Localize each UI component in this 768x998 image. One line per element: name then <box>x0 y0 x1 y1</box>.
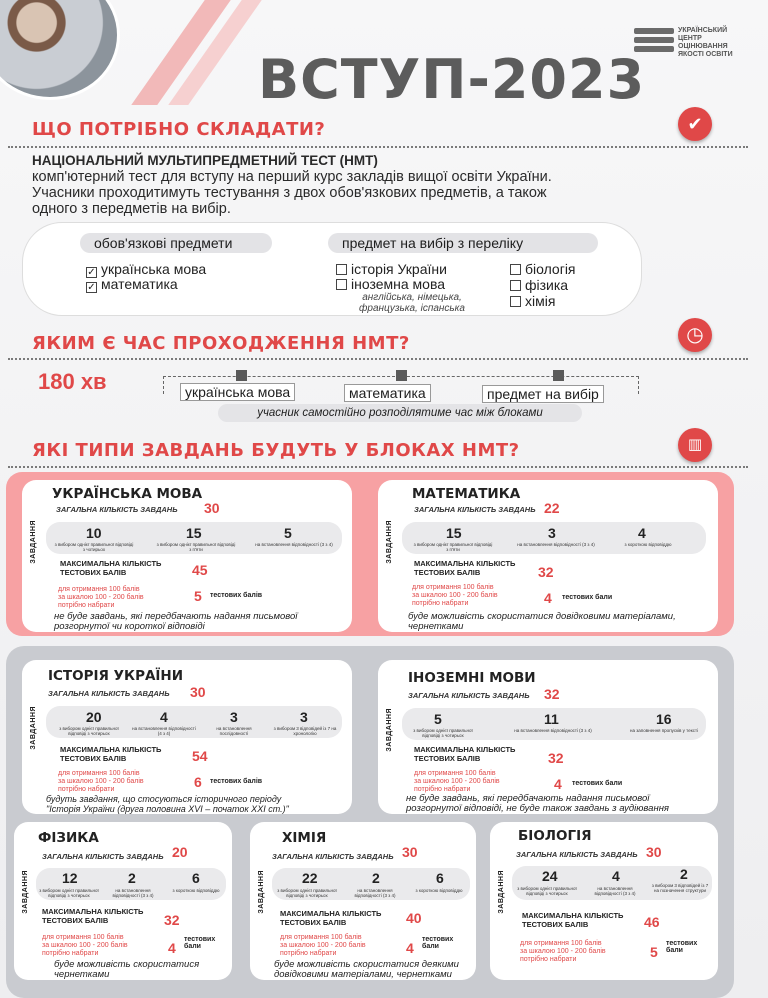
task-type: на заповнення пропусків у тексті <box>629 728 699 733</box>
section-heading-time: ЯКИМ Є ЧАС ПРОХОДЖЕННЯ НМТ? <box>32 333 410 354</box>
checked-box-icon: ✓ <box>87 282 96 293</box>
task-type: з вибором однієї правильної відповіді з чотирьох <box>517 886 577 896</box>
need-value: 6 <box>194 774 202 790</box>
task-type: з короткою відповіддю <box>172 888 220 893</box>
mandatory-subject: ✓ математика <box>87 276 178 293</box>
tasks-vertical-label: ЗАВДАННЯ <box>498 870 505 914</box>
card-title: ХІМІЯ <box>282 830 327 846</box>
card-foreign-languages <box>378 660 718 814</box>
divider <box>8 146 748 148</box>
total-value: 30 <box>402 844 418 860</box>
total-label: ЗАГАЛЬНА КІЛЬКІСТЬ ЗАВДАНЬ <box>414 505 536 514</box>
total-value: 20 <box>172 844 188 860</box>
task-count: 12 <box>62 870 78 886</box>
total-value: 30 <box>204 500 220 516</box>
task-type: на встановлення відповідності (3 з 4) <box>514 728 592 733</box>
tasks-vertical-label: ЗАВДАННЯ <box>30 706 37 750</box>
chart-icon: ▥ <box>678 428 712 462</box>
max-value: 46 <box>644 914 660 930</box>
page-title: ВСТУП-2023 <box>258 48 646 111</box>
task-count: 2 <box>128 870 136 886</box>
task-type: на встановлення відповідності (3 з 4) <box>112 888 154 898</box>
task-type: на встановлення відповідності (3 з 4) <box>517 542 595 547</box>
checkbox-icon <box>336 279 347 290</box>
card-math <box>378 480 718 632</box>
total-label: ЗАГАЛЬНА КІЛЬКІСТЬ ЗАВДАНЬ <box>56 505 178 514</box>
task-type: на встановлення відповідності (3 з 4) <box>354 888 396 898</box>
task-count: 5 <box>284 525 292 541</box>
task-types-row <box>402 708 706 740</box>
divider <box>8 466 748 468</box>
task-count: 11 <box>544 711 559 727</box>
card-note: буде можливість скористатися деякими довідковими матеріалами, чернетками <box>274 959 459 980</box>
task-count: 24 <box>542 868 558 884</box>
checked-box-icon: ✓ <box>87 267 96 278</box>
task-count: 15 <box>446 525 462 541</box>
task-type: на встановлення відповідності (4 з 4) <box>132 726 196 736</box>
checkmark-icon: ✔ <box>678 107 712 141</box>
choice-subject: історія України <box>336 261 447 277</box>
section-heading-tasks: ЯКІ ТИПИ ЗАВДАНЬ БУДУТЬ У БЛОКАХ НМТ? <box>32 440 520 461</box>
max-value: 32 <box>164 912 180 928</box>
choice-subject: біологія <box>510 261 576 277</box>
task-count: 3 <box>548 525 556 541</box>
choice-subject: хімія <box>510 293 555 309</box>
task-count: 3 <box>300 709 308 725</box>
time-block: українська мова <box>180 383 295 401</box>
time-note: учасник самостійно розподілятиме час між блоками <box>218 404 582 422</box>
task-count: 2 <box>680 866 688 882</box>
card-title: ІСТОРІЯ УКРАЇНИ <box>48 668 184 684</box>
tasks-vertical-label: ЗАВДАННЯ <box>386 520 393 564</box>
foreign-languages-note: англійська, німецька, французька, іспанська <box>359 292 465 314</box>
task-type: з вибором однієї правильної відповіді з п'яти <box>156 542 236 552</box>
task-count: 15 <box>186 525 202 541</box>
task-types-row <box>512 866 712 900</box>
total-label: ЗАГАЛЬНА КІЛЬКІСТЬ ЗАВДАНЬ <box>408 691 530 700</box>
task-types-row <box>46 706 342 738</box>
need-value: 4 <box>544 590 552 606</box>
nmt-description-line: одного з передметів на вибір. <box>32 201 231 217</box>
card-title: ФІЗИКА <box>38 830 99 846</box>
max-label: МАКСИМАЛЬНА КІЛЬКІСТЬ ТЕСТОВИХ БАЛІВ <box>60 745 162 763</box>
time-block: математика <box>344 384 431 402</box>
nmt-description-line: комп'ютерний тест для вступу на перший курс закладів вищої освіти України. <box>32 169 552 185</box>
total-value: 22 <box>544 500 560 516</box>
tasks-vertical-label: ЗАВДАННЯ <box>258 870 265 914</box>
nmt-description-line: Учасники проходитимуть тестування з двох обов'язкових предметів, а також <box>32 185 547 201</box>
max-value: 32 <box>548 750 564 766</box>
task-type: з короткою відповіддю <box>624 542 672 547</box>
card-ukrainian <box>22 480 352 632</box>
task-type: з вибором однієї правильної відповіді з чотирьох <box>413 728 473 738</box>
need-value: 4 <box>406 940 414 956</box>
timeline-marker <box>396 370 407 381</box>
max-label: МАКСИМАЛЬНА КІЛЬКІСТЬ ТЕСТОВИХ БАЛІВ <box>280 909 382 927</box>
task-count: 4 <box>612 868 620 884</box>
points-label: тестових бали <box>562 594 613 601</box>
total-label: ЗАГАЛЬНА КІЛЬКІСТЬ ЗАВДАНЬ <box>516 850 638 859</box>
checkbox-icon <box>336 264 347 275</box>
points-label: тестових бали <box>422 936 454 950</box>
task-type: з вибором однієї правильної відповіді з чотирьох <box>54 542 134 552</box>
task-count: 6 <box>192 870 200 886</box>
points-label: тестових балів <box>210 778 263 785</box>
timeline-marker <box>236 370 247 381</box>
card-note: будуть завдання, що стосуються історичного періоду "Історія України (друга половина XVI – початок XXI ст.)" <box>46 794 289 814</box>
points-label: тестових бали <box>572 780 623 787</box>
max-label: МАКСИМАЛЬНА КІЛЬКІСТЬ ТЕСТОВИХ БАЛІВ <box>522 911 624 929</box>
card-title: БІОЛОГІЯ <box>518 828 592 844</box>
need-label: для отримання 100 балів за шкалою 100 - 200 балів потрібно набрати <box>280 934 366 957</box>
task-count: 6 <box>436 870 444 886</box>
choice-subject: фізика <box>510 277 568 293</box>
max-value: 40 <box>406 910 422 926</box>
need-value: 4 <box>554 776 562 792</box>
card-biology <box>490 822 718 980</box>
task-count: 4 <box>638 525 646 541</box>
time-block: предмет на вибір <box>482 385 604 403</box>
task-type: з вибором однієї правильної відповіді з п'яти <box>413 542 493 552</box>
choice-subject: іноземна мова <box>336 276 445 292</box>
task-count: 2 <box>372 870 380 886</box>
total-label: ЗАГАЛЬНА КІЛЬКІСТЬ ЗАВДАНЬ <box>42 852 164 861</box>
card-chemistry <box>250 822 476 980</box>
max-label: МАКСИМАЛЬНА КІЛЬКІСТЬ ТЕСТОВИХ БАЛІВ <box>414 745 516 763</box>
tasks-vertical-label: ЗАВДАННЯ <box>22 870 29 914</box>
task-type: на встановлення відповідності (3 з 4) <box>594 886 636 896</box>
max-label: МАКСИМАЛЬНА КІЛЬКІСТЬ ТЕСТОВИХ БАЛІВ <box>60 559 162 577</box>
task-count: 5 <box>434 711 442 727</box>
students-photo <box>0 0 120 100</box>
checkbox-icon <box>510 264 521 275</box>
card-history <box>22 660 352 814</box>
total-label: ЗАГАЛЬНА КІЛЬКІСТЬ ЗАВДАНЬ <box>48 689 170 698</box>
divider <box>8 358 748 360</box>
points-label: тестових бали <box>666 940 698 954</box>
need-label: для отримання 100 балів за шкалою 100 - 200 балів потрібно набрати <box>58 586 144 609</box>
mandatory-subject: ✓ українська мова <box>87 261 207 278</box>
timeline-marker <box>553 370 564 381</box>
total-value: 30 <box>190 684 206 700</box>
need-label: для отримання 100 балів за шкалою 100 - 200 балів потрібно набрати <box>412 584 498 607</box>
section-heading-what: ЩО ПОТРІБНО СКЛАДАТИ? <box>32 119 326 140</box>
max-value: 32 <box>538 564 554 580</box>
card-title: ІНОЗЕМНІ МОВИ <box>408 670 536 686</box>
tasks-vertical-label: ЗАВДАННЯ <box>386 708 393 752</box>
nmt-subtitle: НАЦІОНАЛЬНИЙ МУЛЬТИПРЕДМЕТНИЙ ТЕСТ (НМТ) <box>32 153 378 168</box>
task-count: 22 <box>302 870 318 886</box>
tasks-vertical-label: ЗАВДАННЯ <box>30 520 37 564</box>
task-types-row <box>36 868 226 900</box>
need-value: 4 <box>168 940 176 956</box>
need-label: для отримання 100 балів за шкалою 100 - 200 балів потрібно набрати <box>42 934 128 957</box>
task-types-row <box>272 868 470 900</box>
task-types-row <box>402 522 706 554</box>
card-note: буде можливість скористатися довідковими матеріалами, чернетками <box>408 611 676 632</box>
card-title: МАТЕМАТИКА <box>412 486 521 502</box>
checkbox-icon <box>510 296 521 307</box>
need-label: для отримання 100 балів за шкалою 100 - 200 балів потрібно набрати <box>414 770 500 793</box>
duration: 180 хв <box>38 369 107 394</box>
need-value: 5 <box>194 588 202 604</box>
task-count: 10 <box>86 525 102 541</box>
card-note: не буде завдань, які передбачають надання письмової розгорнутої відповіді, не буде також завдань з аудіювання <box>406 793 669 814</box>
card-physics <box>14 822 232 980</box>
task-type: на встановлення послідовності <box>216 726 252 736</box>
need-label: для отримання 100 балів за шкалою 100 - 200 балів потрібно набрати <box>58 770 144 793</box>
total-value: 30 <box>646 844 662 860</box>
task-types-row <box>46 522 342 554</box>
task-type: на встановлення відповідності (3 з 4) <box>255 542 333 547</box>
checkbox-icon <box>510 280 521 291</box>
task-count: 20 <box>86 709 102 725</box>
need-value: 5 <box>650 944 658 960</box>
card-note: буде можливість скористатися чернетками <box>54 959 200 980</box>
clock-icon: ◷ <box>678 318 712 352</box>
max-label: МАКСИМАЛЬНА КІЛЬКІСТЬ ТЕСТОВИХ БАЛІВ <box>42 907 144 925</box>
max-value: 54 <box>192 748 208 764</box>
max-value: 45 <box>192 562 208 578</box>
points-label: тестових балів <box>210 592 263 599</box>
task-type: з вибором однієї правильної відповіді з чотирьох <box>39 888 99 898</box>
task-type: з вибором однієї правильної відповіді з чотирьох <box>59 726 119 736</box>
total-value: 32 <box>544 686 560 702</box>
task-type: з вибором однієї правильної відповіді з чотирьох <box>277 888 337 898</box>
total-label: ЗАГАЛЬНА КІЛЬКІСТЬ ЗАВДАНЬ <box>272 852 394 861</box>
task-count: 3 <box>230 709 238 725</box>
need-label: для отримання 100 балів за шкалою 100 - 200 балів потрібно набрати <box>520 940 606 963</box>
max-label: МАКСИМАЛЬНА КІЛЬКІСТЬ ТЕСТОВИХ БАЛІВ <box>414 559 516 577</box>
card-title: УКРАЇНСЬКА МОВА <box>52 486 203 502</box>
ucoe-logo-text: УКРАЇНСЬКИЙ ЦЕНТР ОЦІНЮВАННЯ ЯКОСТІ ОСВІТИ <box>678 27 733 58</box>
mandatory-label: обов'язкові предмети <box>80 233 272 253</box>
points-label: тестових бали <box>184 936 216 950</box>
task-type: з короткою відповіддю <box>415 888 463 893</box>
task-count: 4 <box>160 709 168 725</box>
choice-label: предмет на вибір з переліку <box>328 233 598 253</box>
task-type: з вибором 3 відповідей із 7 на позначення структури <box>651 883 709 893</box>
task-type: з вибором 3 відповідей із 7 на хронологію <box>273 726 337 736</box>
task-count: 16 <box>656 711 672 727</box>
card-note: не буде завдань, які передбачають надання письмової розгорнутої чи короткої відповіді <box>54 611 298 632</box>
